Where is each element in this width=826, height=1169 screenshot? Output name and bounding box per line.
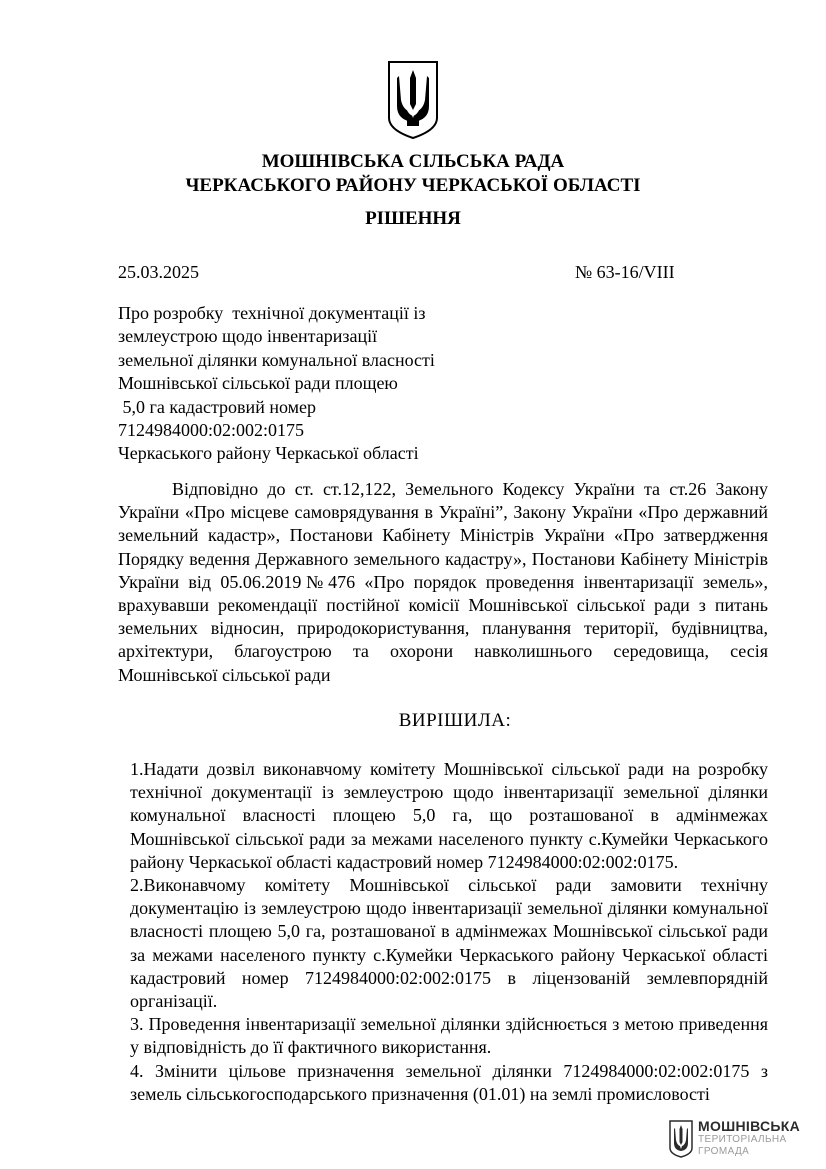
decision-number: № 63-16/VIII	[575, 262, 675, 282]
logo-subtitle: ТЕРИТОРІАЛЬНА	[698, 1134, 787, 1145]
logo-subtitle-2: ГРОМАДА	[698, 1146, 750, 1157]
subject-line: Черкаського району Черкаської області	[118, 443, 419, 464]
logo-title: МОШНІВСЬКА	[698, 1118, 801, 1134]
decision-items	[130, 758, 768, 1106]
subject-line: Мошнівської сільської ради площею	[118, 373, 398, 394]
decision-item: 1.Надати дозвіл виконавчому комітету Мошнівської сільської ради на розробку технічної документації із землеустрою щодо інвентаризації земельної ділянки комунальної власності площею 5,0 га, що розташованої в адмінмежах Мошнівської сільської ради за межами населеного пункту с.Кумейки Черкаського району Черкаської області кадастровий номер 7124984000:02:002:0175.	[130, 759, 768, 872]
preamble-paragraph: Відповідно до ст. ст.12,122, Земельного Кодексу України та ст.26 Закону України «Про місцеве самоврядування в Україні”, Закону України «Про державний земельний кадастр», Постанови Кабінету Міністрів України «Про затвердження Порядку ведення Державного земельного кадастру», Постанови Кабінету Міністрів України від 05.06.2019№476 «Про порядок проведення інвентаризації земель», врахувавши рекомендації постійної комісії Мошнівської сільської ради з питань земельних відносин, природокористування, планування території, будівництва, архітектури, благоустрою та охорони навколишнього середовища, сесія Мошнівської сільської ради	[118, 479, 768, 685]
tryzub-icon	[668, 1120, 694, 1158]
resolved-heading: ВИРІШИЛА:	[398, 710, 512, 731]
decision-item: 2.Виконавчому комітету Мошнівської сільської ради замовити технічну документацію із землеустрою щодо інвентаризації земельної ділянки комунальної власності площею 5,0 га, розташованої в адмінмежах Мошнівської сільської ради за межами населеного пункту с.Кумейки Черкаського району Черкаської області кадастровий номер 7124984000:02:002:0175 в ліцензованій землевпорядній організації.	[130, 875, 768, 1012]
subject-line: Про розробку технічної документації із	[118, 303, 426, 323]
community-logo	[668, 1118, 818, 1162]
decision-item: 3. Проведення інвентаризації земельної ділянки здійснюється з метою приведення у відповідність до її фактичного використання.	[130, 1014, 768, 1058]
subject-line: землеустрою щодо інвентаризації	[118, 326, 378, 347]
subject-line: 5,0 га кадастровий номер	[118, 396, 316, 417]
decision-item: 4. Змінити цільове призначення земельної ділянки 7124984000:02:002:0175 з земель сільськогосподарського призначення (01.01) на землі промисловості	[130, 1060, 768, 1104]
decision-date: 25.03.2025	[118, 262, 199, 282]
decision-subject	[118, 302, 538, 466]
tryzub-icon	[385, 60, 441, 140]
document-type: РІШЕННЯ	[365, 208, 461, 229]
council-title: МОШНІВСЬКА СІЛЬСЬКА РАДА	[261, 151, 565, 172]
subject-line: 7124984000:02:002:0175	[118, 420, 305, 441]
subject-line: земельної ділянки комунальної власності	[118, 349, 435, 370]
district-title: ЧЕРКАСЬКОГО РАЙОНУ ЧЕРКАСЬКОЇ ОБЛАСТІ	[185, 175, 641, 196]
